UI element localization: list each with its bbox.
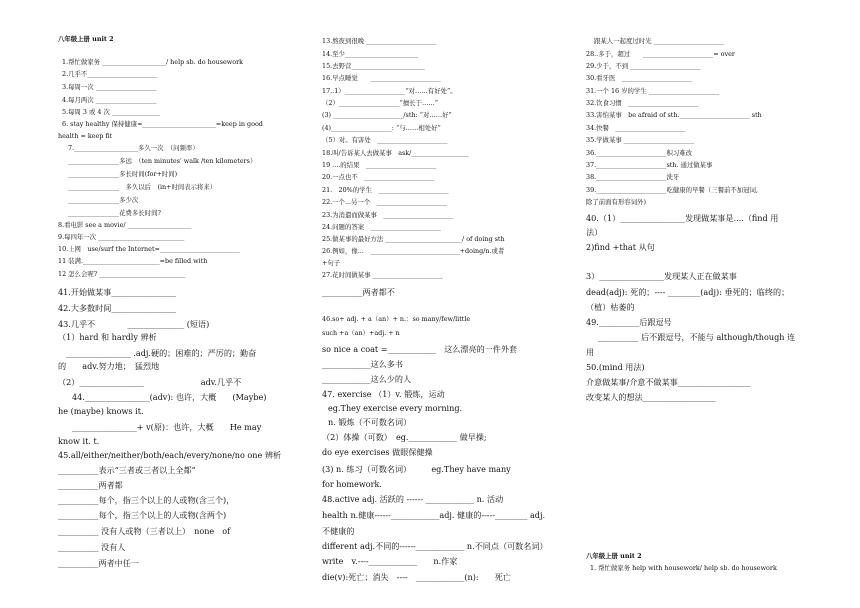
worksheet-line: 19 ....的结果 ______________________ bbox=[322, 161, 437, 169]
worksheet-line: so nice a coat =____________ 这么漂亮的一件外套 bbox=[322, 344, 518, 354]
worksheet-line: 2.几乎不______________________ bbox=[62, 70, 158, 78]
worksheet-line: know it. t. bbox=[58, 436, 100, 446]
worksheet-line: ____________这么多书 bbox=[322, 359, 403, 369]
worksheet-line: 15.去野营_______________________ bbox=[322, 62, 425, 70]
worksheet-line: 18.叫/告诉某人去做某事 ask/__________________ bbox=[322, 149, 469, 157]
worksheet-line: （1）hard 和 hardly 辨析 bbox=[58, 332, 157, 342]
worksheet-line: 27.花时间做某事 ______________________ bbox=[322, 271, 443, 279]
worksheet-line: 3）________________发现某人正在做某事 bbox=[586, 271, 737, 281]
worksheet-line: 22.一个...另一个 ______________________ bbox=[322, 198, 447, 206]
worksheet-line: 跟某人一起度过时光 ______________________ bbox=[594, 37, 724, 45]
worksheet-line: ________________花费多长时间? bbox=[68, 209, 161, 217]
worksheet-line: 16.早点睡觉 ______________________ bbox=[322, 74, 441, 82]
worksheet-line: (3) n. 练习（可数名词） eg.They have many bbox=[322, 464, 511, 474]
worksheet-line: 31.一个 16 岁的学生 ______________________ bbox=[586, 87, 720, 95]
worksheet-line: ________________多长时间(for+时间) bbox=[68, 170, 178, 178]
worksheet-line: 法） bbox=[586, 227, 603, 237]
worksheet-line: 6. stay healthy 保持健康=_______________________=keep in good bbox=[62, 120, 263, 128]
worksheet-line: 17..1）___________________“对……有好处”。 bbox=[322, 87, 457, 95]
worksheet-line: 45.all/either/neither/both/each/every/none/no one 辨析 bbox=[58, 450, 282, 460]
worksheet-line: 不健康的 bbox=[322, 526, 355, 536]
worksheet-line: 的 adv.努力地； 猛烈地 bbox=[58, 361, 160, 371]
worksheet-line: __________两者都不 bbox=[322, 287, 395, 297]
worksheet-line: 46.so+ adj. + a（an）+ n.：so many/few/little bbox=[322, 315, 471, 323]
worksheet-line: __________每个，指三个以上的人或物(含三个)， bbox=[58, 495, 235, 505]
worksheet-line: 34.快餐 ______________________ bbox=[586, 124, 686, 132]
worksheet-line: 44.________________(adv): 也许，大概 (Maybe) bbox=[72, 392, 267, 402]
worksheet-line: 介意做某事/介意不做某事__________________ bbox=[586, 377, 751, 387]
worksheet-line: __________ 没有人或物（三者以上） none of bbox=[58, 526, 231, 536]
worksheet-line: __________表示“三者或三者以上全都” bbox=[58, 465, 196, 475]
worksheet-line: 49.__________后跟逗号 bbox=[586, 317, 672, 327]
worksheet-line: 47. exercise （1）v. 锻炼，运动 bbox=[322, 389, 445, 399]
worksheet-line: 39.______________________吃健康的早餐（三餐前不加冠词, bbox=[586, 186, 758, 194]
worksheet-line: (3) ______________________/sth: “对……好” bbox=[322, 111, 452, 119]
worksheet-line: 40.（1）________________发现做某事是....（find 用 bbox=[586, 213, 779, 223]
worksheet-line: 42.大多数时间________________ bbox=[58, 303, 177, 313]
worksheet-line: dead(adj): 死的；---- ________(adj): 垂死的；临终的； bbox=[586, 287, 790, 297]
worksheet-line: 除了前面有形容词外) bbox=[586, 198, 647, 206]
worksheet-line: 28..多于，超过 ______________________= over bbox=[586, 50, 735, 58]
worksheet-line: 1. 帮忙做家务 help with housework/ help sb. do housework bbox=[590, 564, 777, 572]
worksheet-line: 11 装满.________________________=be filled with bbox=[58, 257, 208, 265]
worksheet-line: __________两者都 bbox=[58, 480, 123, 490]
worksheet-line: ________________ 多久以后 (in+时间表示将来） bbox=[68, 183, 217, 191]
worksheet-line: 24.问题的答案 ______________________ bbox=[322, 223, 441, 231]
worksheet-line: 八年级上册 unit 2 bbox=[586, 552, 642, 560]
worksheet-line: __________ 没有人 bbox=[58, 542, 126, 552]
worksheet-line: 30.看牙医 ______________________ bbox=[586, 74, 693, 82]
worksheet-line: 八年级上册 unit 2 bbox=[58, 35, 114, 43]
worksheet-line: different adj.不同的------____________ n.不同点（可数名词） bbox=[322, 541, 548, 551]
worksheet-line: __________两者中任一 bbox=[58, 558, 139, 568]
worksheet-line: 用 bbox=[586, 347, 595, 357]
worksheet-line: 50.(mind 用法) bbox=[586, 362, 645, 372]
worksheet-line: (4)___________________: “与……相处好” bbox=[322, 124, 441, 132]
worksheet-line: 35.学做某事 ______________________ bbox=[586, 136, 695, 144]
worksheet-line: 13.熬夜到很晚 ______________________ bbox=[322, 37, 437, 45]
worksheet-line: for homework. bbox=[322, 479, 383, 489]
worksheet-line: 33.害怕某事 be afraid of sth.______________________ sth bbox=[586, 111, 762, 119]
worksheet-line: __________每个，指三个以上的人或物(含两个) bbox=[58, 510, 227, 520]
worksheet-line: n. 锻炼（不可数名词） bbox=[328, 417, 412, 427]
worksheet-line: （2）___________________“擅长于……” bbox=[322, 99, 439, 107]
worksheet-line: ________________+ v(原)：也许，大概 He may bbox=[72, 422, 262, 432]
worksheet-line: 5.每周 3 或 4 次 _______________ bbox=[62, 108, 160, 116]
worksheet-line: he (maybe) knows it. bbox=[58, 406, 144, 416]
worksheet-line: 20.一点也不 ______________________ bbox=[322, 173, 435, 181]
worksheet-line: 21. 20%的学生 ______________________ bbox=[322, 186, 449, 194]
worksheet-line: ________________ .adj.硬的；困难的；严厉的；勤奋 bbox=[66, 348, 257, 358]
worksheet-line: 41.开始做某事________________ bbox=[58, 287, 177, 297]
worksheet-line: health n.健康------____________adj. 健康的-----________ adj. bbox=[322, 510, 546, 520]
worksheet-line: 9.每四年一次 ___________________________ bbox=[58, 233, 185, 241]
worksheet-line: 26.例如，像... ____________________________+doing/n.或者 bbox=[322, 247, 505, 255]
worksheet-line: 改变某人的想法__________________ bbox=[586, 392, 716, 402]
worksheet-line: （植）枯萎的 bbox=[586, 302, 635, 312]
worksheet-line: 38.______________________洗牙 bbox=[586, 173, 680, 181]
worksheet-line: die(v):死亡；消失 ---- ____________(n): 死亡 bbox=[322, 572, 511, 582]
worksheet-line: health = keep fit bbox=[58, 132, 113, 140]
worksheet-line: 3.每周一次 ___________________ bbox=[62, 83, 157, 91]
worksheet-line: 32.饮食习惯 ______________________ bbox=[586, 99, 699, 107]
worksheet-line: 10.上网 use/surf the Internet=_________________________ bbox=[58, 245, 240, 253]
worksheet-line: ________________多少次 bbox=[68, 196, 139, 204]
worksheet-line: （2）________________ adv.几乎不 bbox=[58, 377, 242, 387]
worksheet-line: 37.______________________sth. 通过做某事 bbox=[586, 161, 713, 169]
worksheet-line: 4.每月两次 ___________________ bbox=[62, 96, 157, 104]
worksheet-line: 1.帮忙做家务 ____________________/ help sb. do housework bbox=[62, 58, 244, 66]
worksheet-line: 7.____________________多久一次 （问频率） bbox=[68, 144, 199, 152]
worksheet-line: 8.看电影 see a movie/ ____________________ bbox=[58, 221, 192, 229]
worksheet-line: （5）对。有害处 ______________________ bbox=[322, 136, 448, 144]
worksheet-line: （2）体操（可数） eg.____________ 做早操; bbox=[322, 432, 487, 442]
worksheet-column-middle bbox=[322, 0, 580, 608]
worksheet-line: eg.They exercise every morning. bbox=[328, 403, 463, 413]
worksheet-line: 23.为消遣而做某事 ______________________ bbox=[322, 211, 454, 219]
worksheet-line: 29.少于，不到 ______________________ bbox=[586, 62, 701, 70]
worksheet-line: 2)find +that 从句 bbox=[586, 242, 655, 252]
worksheet-line: do eye exercises 做眼保健操 bbox=[322, 447, 433, 457]
worksheet-line: 36.______________________积习难改 bbox=[586, 149, 693, 157]
worksheet-line: 43.几乎不 ______________ (短语) bbox=[58, 319, 210, 329]
worksheet-line: 25.做某事的最好方法 ________________________/ of doing sth bbox=[322, 235, 505, 243]
worksheet-line: ____________这么少的人 bbox=[322, 374, 412, 384]
worksheet-line: +句子 bbox=[322, 259, 341, 267]
worksheet-line: write v.----____________ n.作家 bbox=[322, 556, 458, 566]
worksheet-line: 48.active adj. 活跃的 ------ ____________ n. 活动 bbox=[322, 494, 504, 504]
worksheet-line: 12 怎么会呢? ___________________________ bbox=[58, 270, 186, 278]
worksheet-column-right bbox=[586, 0, 848, 608]
worksheet-line: __________ 后不跟逗号，不能与 although/though 连 bbox=[598, 332, 796, 342]
worksheet-line: 14.至少_______________________ bbox=[322, 50, 419, 58]
worksheet-column-left bbox=[58, 0, 310, 608]
worksheet-line: ________________多远 （ten minutes' walk /ten kilometers） bbox=[68, 157, 257, 165]
worksheet-line: such +a（an）+adj. + n bbox=[322, 329, 400, 337]
